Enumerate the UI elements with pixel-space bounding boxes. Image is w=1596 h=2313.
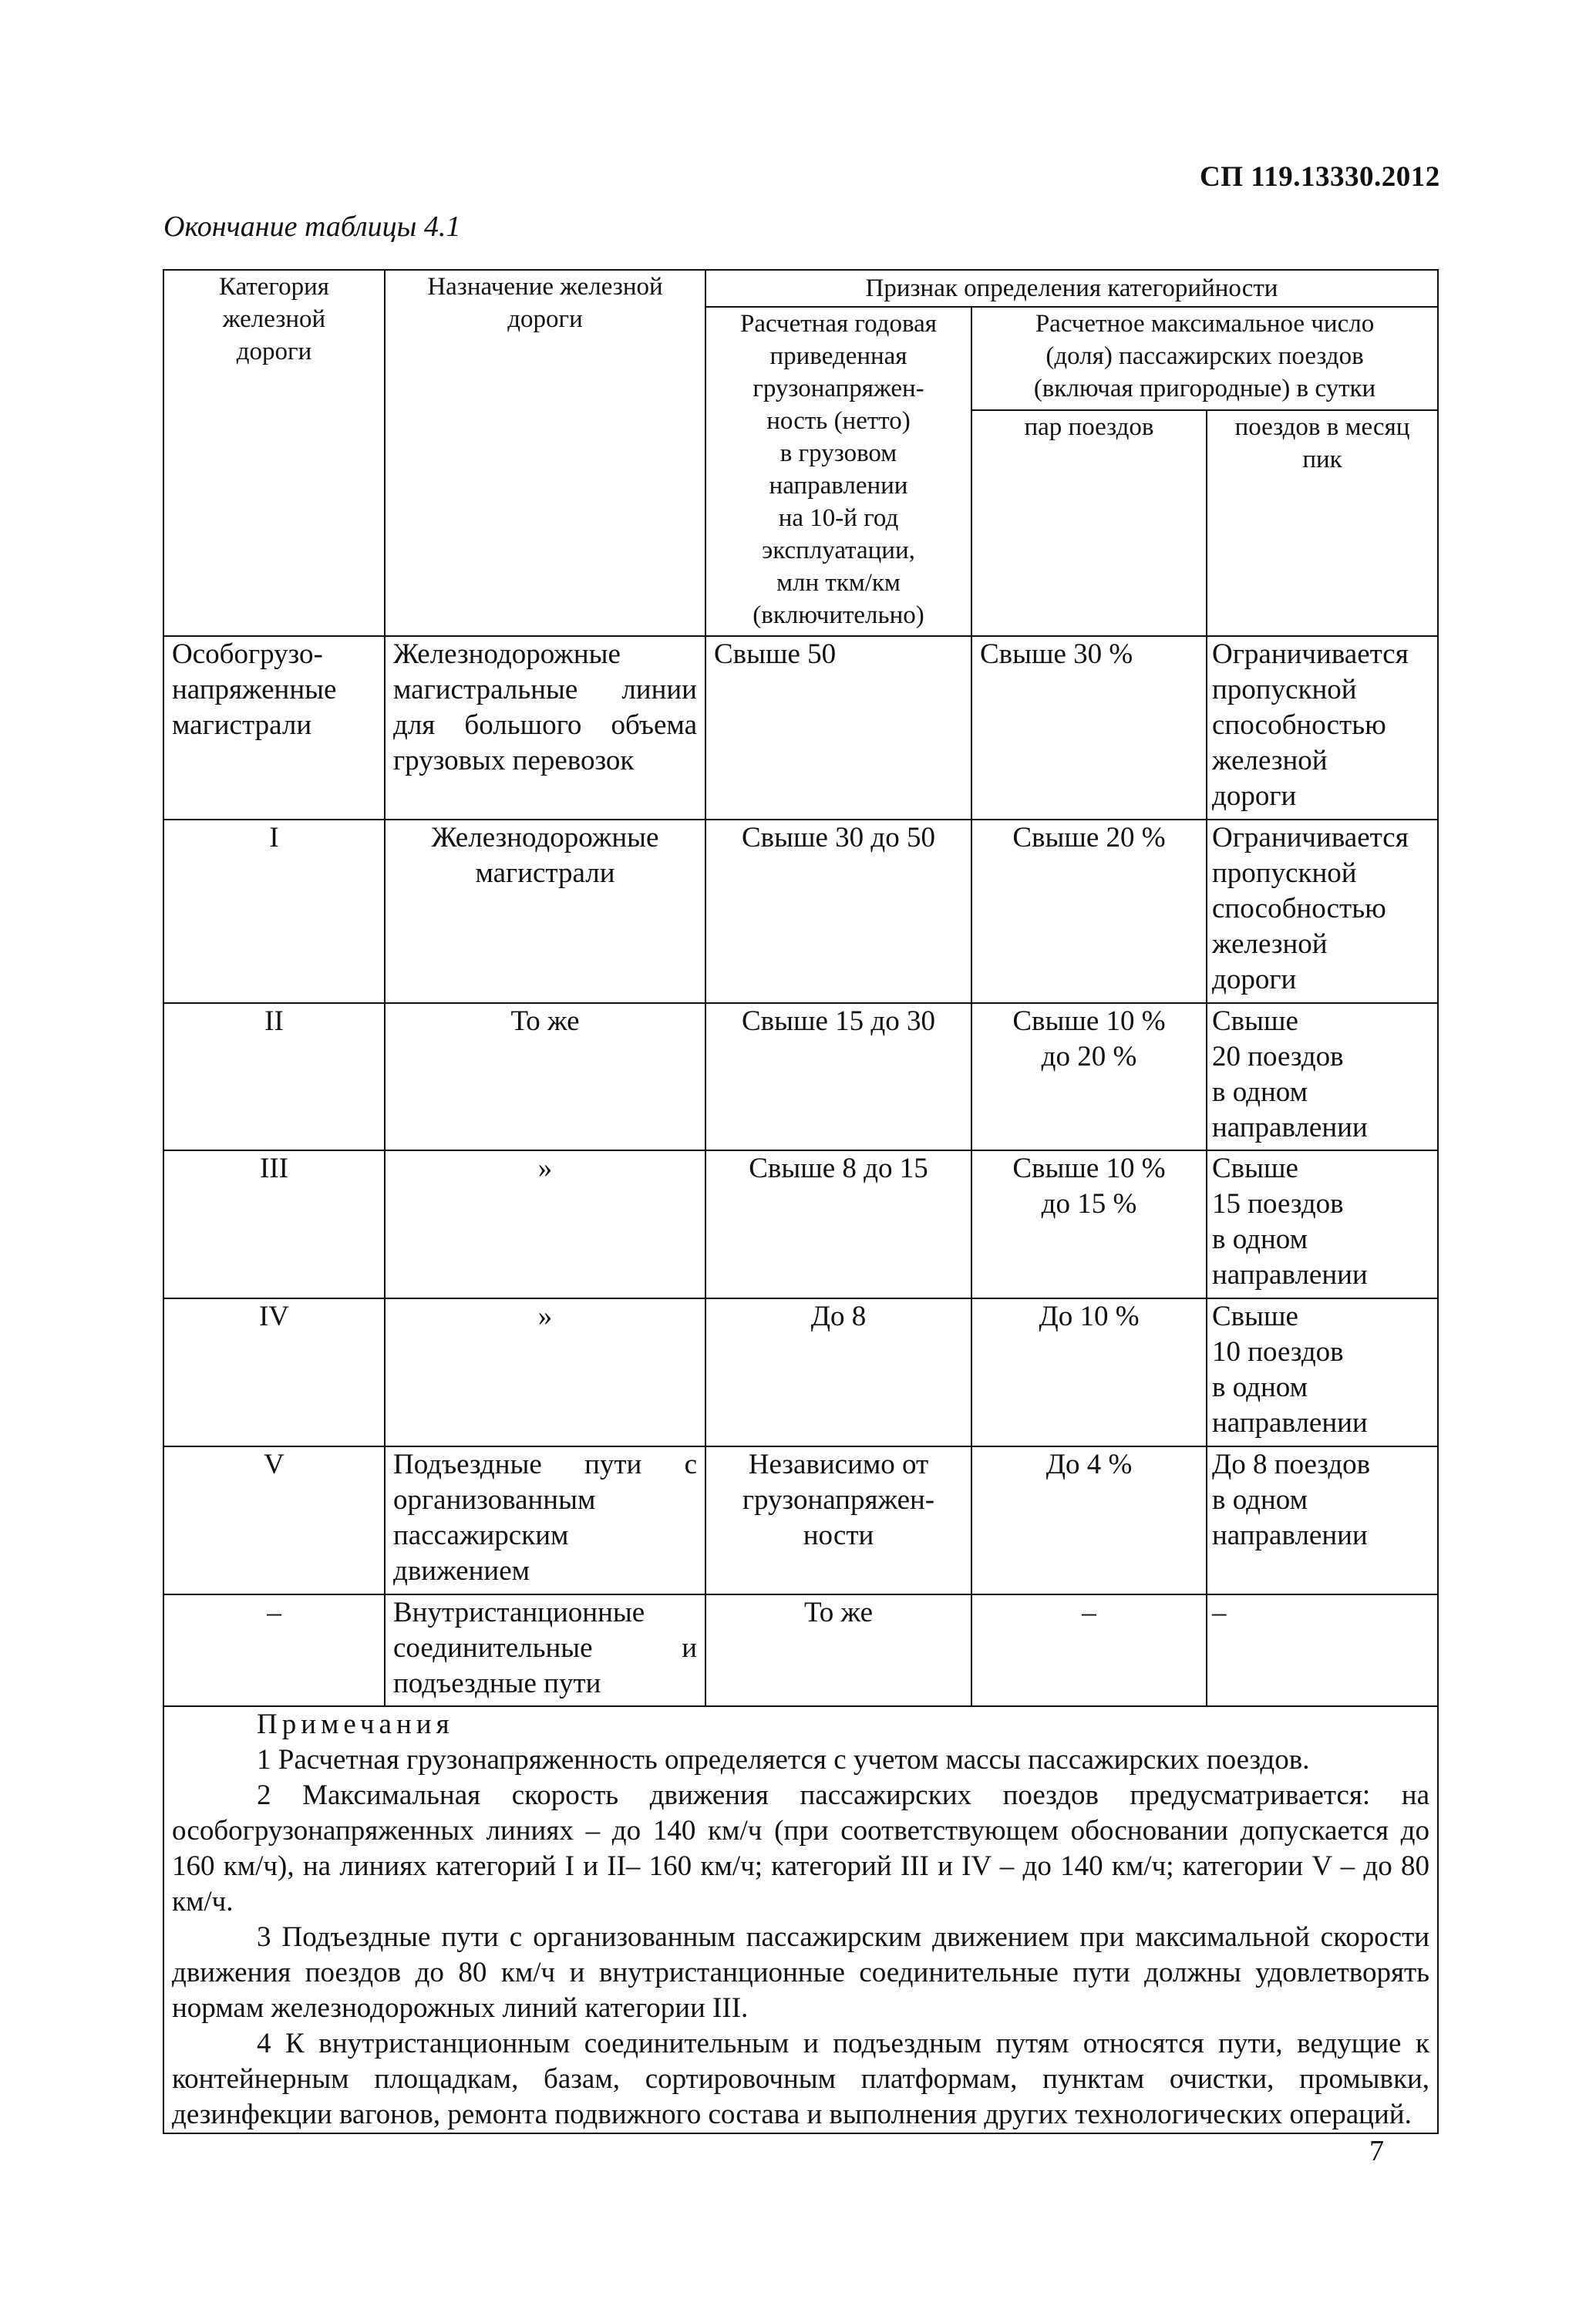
cell-category: IV	[163, 1298, 385, 1446]
header-category: Категория железной дороги	[163, 270, 385, 636]
cell-category: –	[163, 1594, 385, 1706]
cell-category: Особогрузо- напряженные магистрали	[163, 636, 385, 820]
cell-category: III	[163, 1150, 385, 1298]
note-item: 1 Расчетная грузонапряженность определяется с учетом массы пассажирских поездов.	[257, 1744, 1310, 1776]
railway-category-table	[163, 269, 1439, 2134]
note-item: 2 Максимальная скорость движения пассажирских поездов предусматривается: на особогрузонапряженных линиях – до 140 км/ч (при соответствующем обосновании допускается до 160 км/ч), на линиях категорий I и II– 160 км/ч; категорий III и IV – до 140 км/ч; категории V – до 80 км/ч.	[172, 1779, 1430, 1917]
cell-peak: Свыше 10 поездов в одном направлении	[1207, 1298, 1438, 1446]
document-code: СП 119.13330.2012	[1200, 161, 1440, 193]
note-item: 3 Подъездные пути с организованным пассажирским движением при максимальной скорости движения поездов до 80 км/ч и внутристанционные соединительные пути должны удовлетворять нормам железнодорожных линий категории III.	[172, 1921, 1430, 2024]
table-row	[163, 636, 1438, 820]
cell-category: II	[163, 1003, 385, 1150]
table-row	[163, 1298, 1438, 1446]
notes-section	[163, 1706, 1438, 2133]
table-caption: Окончание таблицы 4.1	[163, 210, 461, 243]
cell-pairs: Свыше 10 % до 20 %	[971, 1003, 1207, 1150]
cell-purpose: Подъездные пути с организованным пассажирским движением	[385, 1446, 705, 1594]
cell-pairs: Свыше 10 % до 15 %	[971, 1150, 1207, 1298]
header-peak-month: поездов в месяц пик	[1207, 410, 1438, 636]
cell-freight: Свыше 8 до 15	[705, 1150, 971, 1298]
cell-peak: Свыше 15 поездов в одном направлении	[1207, 1150, 1438, 1298]
cell-purpose: То же	[385, 1003, 705, 1150]
header-category-criteria: Признак определения категорийности	[705, 270, 1438, 307]
note-item: 4 К внутристанционным соединительным и подъездным путям относятся пути, ведущие к контейнерным площадкам, базам, сортировочным платформам, пунктам очистки, промывки, дезинфекции вагонов, ремонта подвижного состава и выполнения других технологических операций.	[172, 2028, 1430, 2130]
header-train-pairs: пар поездов	[971, 410, 1207, 636]
cell-freight: До 8	[705, 1298, 971, 1446]
table-row	[163, 1446, 1438, 1594]
cell-peak: –	[1207, 1594, 1438, 1706]
cell-freight: Независимо от грузонапряжен- ности	[705, 1446, 971, 1594]
cell-purpose: »	[385, 1298, 705, 1446]
cell-pairs: До 4 %	[971, 1446, 1207, 1594]
header-passenger-trains: Расчетное максимальное число (доля) пассажирских поездов (включая пригородные) в сутки	[971, 307, 1438, 410]
cell-pairs: –	[971, 1594, 1207, 1706]
cell-pairs: До 10 %	[971, 1298, 1207, 1446]
cell-freight: То же	[705, 1594, 971, 1706]
page-number: 7	[1369, 2135, 1384, 2167]
cell-category: V	[163, 1446, 385, 1594]
cell-category: I	[163, 820, 385, 1003]
table-row	[163, 1150, 1438, 1298]
cell-peak: Ограничивается пропускной способностью железной дороги	[1207, 636, 1438, 820]
cell-peak: Свыше 20 поездов в одном направлении	[1207, 1003, 1438, 1150]
header-freight-density: Расчетная годовая приведенная грузонапряжен- ность (нетто) в грузовом направлении на 10-й год эксплуатации, млн ткм/км (включительно)	[705, 307, 971, 636]
cell-freight: Свыше 50	[705, 636, 971, 820]
cell-pairs: Свыше 30 %	[971, 636, 1207, 820]
cell-purpose: »	[385, 1150, 705, 1298]
table-row	[163, 1594, 1438, 1706]
cell-peak: Ограничивается пропускной способностью железной дороги	[1207, 820, 1438, 1003]
cell-purpose: Железнодорожные магистральные линии для большого объема грузовых перевозок	[385, 636, 705, 820]
cell-purpose: Железнодорожные магистрали	[385, 820, 705, 1003]
cell-freight: Свыше 15 до 30	[705, 1003, 971, 1150]
cell-freight: Свыше 30 до 50	[705, 820, 971, 1003]
cell-peak: До 8 поездов в одном направлении	[1207, 1446, 1438, 1594]
table-row	[163, 820, 1438, 1003]
cell-purpose: Внутристанционные соединительные и подъездные пути	[385, 1594, 705, 1706]
cell-pairs: Свыше 20 %	[971, 820, 1207, 1003]
notes-title: Примечания	[257, 1709, 454, 1740]
table-row	[163, 1003, 1438, 1150]
header-purpose: Назначение железной дороги	[385, 270, 705, 636]
